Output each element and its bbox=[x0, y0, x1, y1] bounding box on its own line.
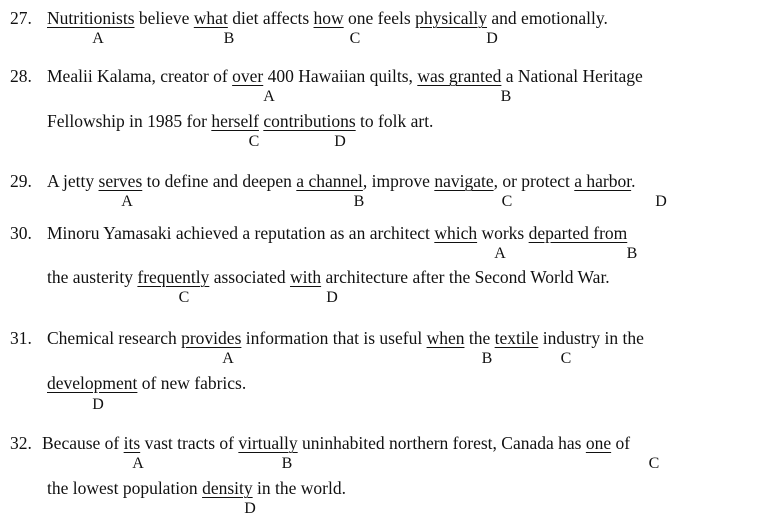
underlined-choice: serves bbox=[98, 171, 143, 191]
underlined-choice: density bbox=[202, 478, 253, 498]
text-segment: 400 Hawaiian quilts, bbox=[263, 66, 418, 86]
choice-label: C bbox=[501, 193, 513, 210]
question-number: 30. bbox=[10, 223, 32, 243]
choice-label: A bbox=[263, 88, 275, 105]
choice-label: C bbox=[648, 455, 660, 472]
text-segment: uninhabited northern forest, Canada has bbox=[297, 433, 586, 453]
text-segment: one feels bbox=[343, 8, 416, 28]
text-segment: Because of bbox=[42, 433, 124, 453]
underlined-choice: provides bbox=[181, 328, 242, 348]
question-number: 27. bbox=[10, 8, 32, 28]
text-segment: , improve bbox=[362, 171, 435, 191]
underlined-choice: herself bbox=[211, 111, 259, 131]
choice-label: C bbox=[560, 350, 572, 367]
text-segment: Chemical research bbox=[47, 328, 182, 348]
text-segment: of bbox=[611, 433, 631, 453]
choice-label: A bbox=[132, 455, 144, 472]
text-segment: Minoru Yamasaki achieved a reputation as an architect bbox=[47, 223, 435, 243]
text-segment: the lowest population bbox=[47, 478, 203, 498]
text-segment: a National Heritage bbox=[501, 66, 643, 86]
question-text-line bbox=[42, 432, 630, 454]
choice-label: C bbox=[248, 133, 260, 150]
choice-label: A bbox=[121, 193, 133, 210]
text-segment: architecture after the Second World War. bbox=[321, 267, 610, 287]
choice-label: B bbox=[481, 350, 493, 367]
underlined-choice: what bbox=[193, 8, 228, 28]
choice-label: A bbox=[222, 350, 234, 367]
choice-label: B bbox=[281, 455, 293, 472]
underlined-choice: how bbox=[313, 8, 344, 28]
underlined-choice: with bbox=[289, 267, 322, 287]
question-text-line bbox=[47, 477, 346, 499]
underlined-choice: textile bbox=[494, 328, 539, 348]
question-number: 29. bbox=[10, 171, 32, 191]
question-text-line bbox=[47, 170, 636, 192]
text-segment: works bbox=[477, 223, 529, 243]
question-text-line bbox=[47, 327, 644, 349]
choice-label: D bbox=[92, 396, 104, 413]
text-segment: industry in the bbox=[538, 328, 644, 348]
underlined-choice: its bbox=[123, 433, 141, 453]
underlined-choice: Nutritionists bbox=[47, 8, 135, 28]
choice-label: D bbox=[486, 30, 498, 47]
question-text-line bbox=[47, 222, 627, 244]
text-segment: of new fabrics. bbox=[137, 373, 247, 393]
text-segment: . bbox=[631, 171, 636, 191]
text-segment: to define and deepen bbox=[142, 171, 297, 191]
choice-label: D bbox=[655, 193, 667, 210]
underlined-choice: frequently bbox=[137, 267, 210, 287]
choice-label: A bbox=[494, 245, 506, 262]
choice-label: B bbox=[500, 88, 512, 105]
text-segment: to folk art. bbox=[355, 111, 434, 131]
text-segment: A jetty bbox=[47, 171, 99, 191]
choice-label: D bbox=[244, 500, 256, 517]
text-segment: vast tracts of bbox=[140, 433, 239, 453]
text-segment: in the world. bbox=[252, 478, 346, 498]
underlined-choice: a harbor bbox=[574, 171, 632, 191]
choice-label: B bbox=[353, 193, 365, 210]
question-text-line bbox=[47, 266, 610, 288]
text-segment: information that is useful bbox=[241, 328, 427, 348]
underlined-choice: departed from bbox=[528, 223, 628, 243]
underlined-choice: physically bbox=[415, 8, 488, 28]
underlined-choice: over bbox=[232, 66, 264, 86]
question-text-line bbox=[47, 65, 643, 87]
choice-label: A bbox=[92, 30, 104, 47]
text-segment: believe bbox=[134, 8, 194, 28]
underlined-choice: when bbox=[426, 328, 465, 348]
text-segment: the bbox=[464, 328, 495, 348]
question-number: 32. bbox=[10, 433, 32, 453]
question-number: 28. bbox=[10, 66, 32, 86]
underlined-choice: virtually bbox=[238, 433, 298, 453]
choice-label: B bbox=[626, 245, 638, 262]
choice-label: C bbox=[349, 30, 361, 47]
underlined-choice: contributions bbox=[263, 111, 356, 131]
text-segment: , or protect bbox=[493, 171, 575, 191]
text-segment: Mealii Kalama, creator of bbox=[47, 66, 233, 86]
underlined-choice: a channel bbox=[296, 171, 363, 191]
text-segment: diet affects bbox=[227, 8, 314, 28]
underlined-choice: was granted bbox=[417, 66, 502, 86]
question-text-line bbox=[47, 7, 608, 29]
question-number: 31. bbox=[10, 328, 32, 348]
question-text-line bbox=[47, 372, 246, 394]
text-segment: Fellowship in 1985 for bbox=[47, 111, 212, 131]
underlined-choice: development bbox=[47, 373, 138, 393]
underlined-choice: one bbox=[585, 433, 612, 453]
text-segment: associated bbox=[209, 267, 290, 287]
choice-label: C bbox=[178, 289, 190, 306]
choice-label: D bbox=[334, 133, 346, 150]
text-segment: the austerity bbox=[47, 267, 138, 287]
underlined-choice: which bbox=[434, 223, 478, 243]
text-segment: and emotionally. bbox=[487, 8, 608, 28]
choice-label: B bbox=[223, 30, 235, 47]
choice-label: D bbox=[326, 289, 338, 306]
question-text-line bbox=[47, 110, 433, 132]
underlined-choice: navigate bbox=[434, 171, 494, 191]
